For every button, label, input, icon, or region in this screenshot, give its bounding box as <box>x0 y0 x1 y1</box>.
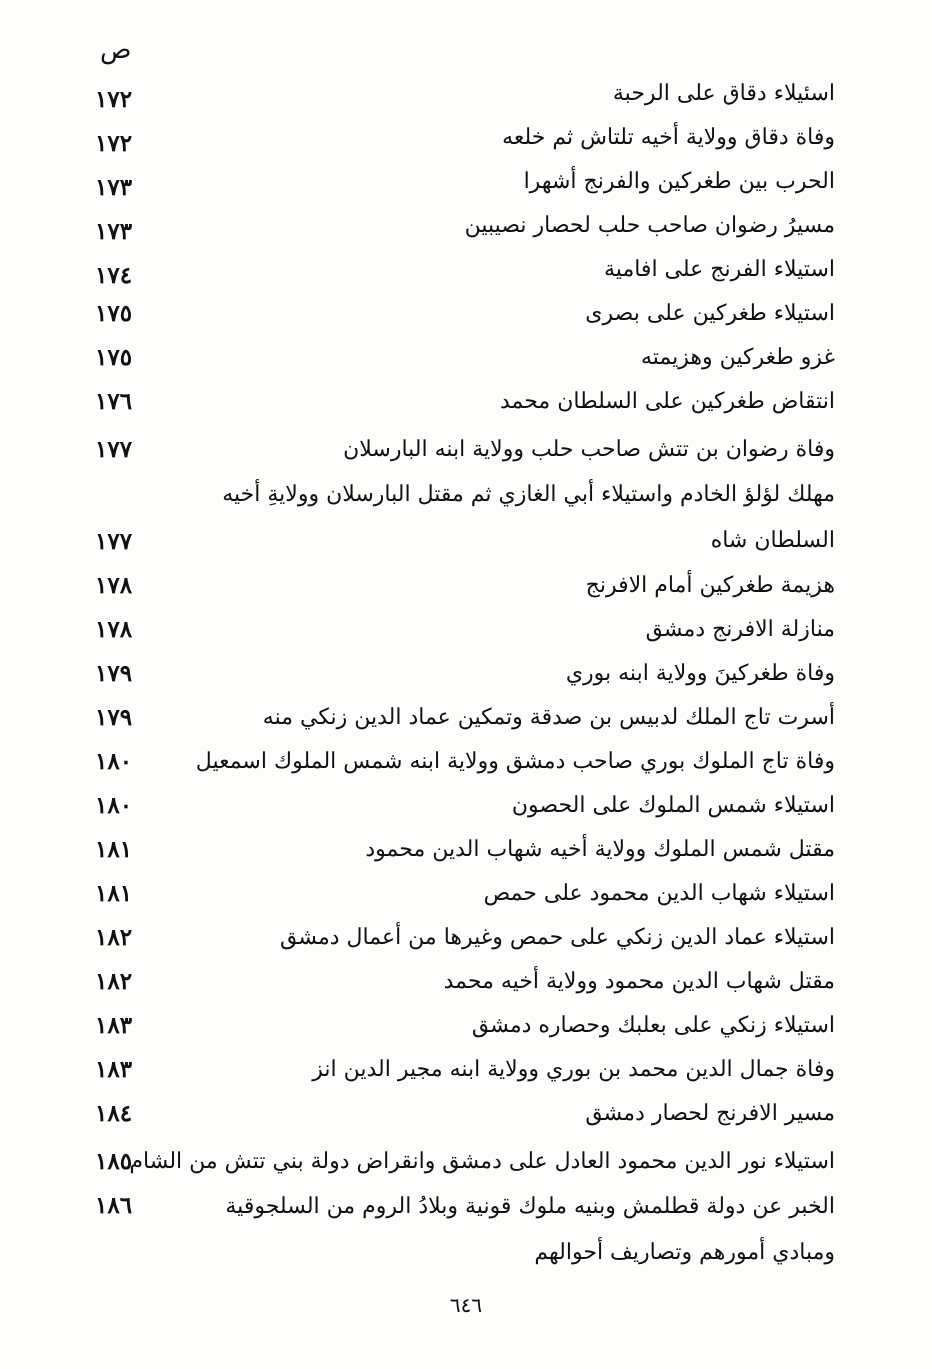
toc-entry-title: منازلة الافرنج دمشق <box>645 617 835 642</box>
toc-entry-page: ١٨٤ <box>95 1100 133 1127</box>
toc-entry-page: ١٧٦ <box>95 388 133 415</box>
toc-entry-page: ١٨٢ <box>95 968 133 995</box>
toc-entry <box>95 204 835 248</box>
toc-entry <box>95 116 835 160</box>
toc-entry-page: ١٨٠ <box>95 748 133 775</box>
toc-entry-title: الخبر عن دولة قطلمش وبنيه ملوك قونية وبلادُ الروم من السلجوقية ومبادي أمورهم وتصاريف أحوالهم <box>225 1194 835 1265</box>
toc-entry <box>95 292 835 336</box>
toc-entry-page: ١٧٢ <box>95 130 133 157</box>
toc-entry <box>95 1048 835 1092</box>
toc-entry-title: وفاة رضوان بن تتش صاحب حلب وولاية ابنه البارسلان <box>343 437 835 462</box>
toc-entry <box>95 872 835 916</box>
page-folio-number: ٦٤٦ <box>449 1293 483 1317</box>
toc-entry-page: ١٧٩ <box>95 660 133 687</box>
toc-entry <box>95 72 835 116</box>
toc-entry <box>95 696 835 740</box>
toc-entry <box>95 960 835 1004</box>
toc-entry-page: ١٨٣ <box>95 1056 133 1083</box>
toc-entry <box>95 248 835 292</box>
toc-entry-title: أسرت تاج الملك لدبيس بن صدقة وتمكين عماد الدين زنكي منه <box>262 705 835 730</box>
toc-entry-title: استيلاء زنكي على بعلبك وحصاره دمشق <box>471 1013 835 1038</box>
toc-entry <box>95 160 835 204</box>
toc-entry <box>95 740 835 784</box>
toc-entry <box>95 608 835 652</box>
toc-entry <box>95 1140 835 1184</box>
toc-entry-page: ١٧٥ <box>95 300 133 327</box>
toc-entry-page: ١٧٨ <box>95 616 133 643</box>
page-column-header: ص <box>100 35 132 65</box>
toc-entry <box>95 1004 835 1048</box>
toc-entry-page: ١٧٣ <box>95 174 133 201</box>
toc-entry <box>95 336 835 380</box>
toc-entry-title: استيلاء الفرنج على افامية <box>604 257 835 282</box>
toc-entry-page: ١٧٥ <box>95 344 133 371</box>
toc-entry-title: هزيمة طغركين أمام الافرنج <box>585 573 835 598</box>
toc-entry-page: ١٨٠ <box>95 792 133 819</box>
toc-entry-page: ١٧٧ <box>95 436 133 463</box>
toc-entry-title: استيلاء شهاب الدين محمود على حمص <box>483 881 835 906</box>
toc-entry-title: وفاة دقاق وولاية أخيه تلتاش ثم خلعه <box>502 125 835 150</box>
toc-entry-title: الحرب بين طغركين والفرنج أشهرا <box>523 169 835 194</box>
toc-entry-title: اسئيلاء دقاق على الرحبة <box>612 81 835 106</box>
toc-entry <box>95 1184 835 1276</box>
toc-entry-page: ١٧٢ <box>95 86 133 113</box>
toc-entry-title: غزو طغركين وهزيمته <box>640 345 835 370</box>
toc-entry <box>95 652 835 696</box>
toc-entry <box>95 380 835 424</box>
toc-entry-page: ١٨٢ <box>95 924 133 951</box>
toc-entry-page: ١٧٩ <box>95 704 133 731</box>
toc-entry <box>95 916 835 960</box>
toc-entry-title: استيلاء عماد الدين زنكي على حمص وغيرها من أعمال دمشق <box>279 925 835 950</box>
toc-entry-page: ١٧٣ <box>95 218 133 245</box>
toc-entry <box>95 428 835 472</box>
toc-entry-title: مسير الافرنج لحصار دمشق <box>585 1101 835 1126</box>
toc-entry-page: ١٨١ <box>95 836 133 863</box>
toc-entry <box>95 1092 835 1136</box>
toc-entry-title: استيلاء شمس الملوك على الحصون <box>511 793 835 818</box>
toc-entry-page: ١٨١ <box>95 880 133 907</box>
toc-entry-title: مقتل شمس الملوك وولاية أخيه شهاب الدين محمود <box>365 837 835 862</box>
toc-entry-page: ١٨٦ <box>95 1192 133 1219</box>
toc-entry <box>95 784 835 828</box>
toc-entry-title: استيلاء نور الدين محمود العادل على دمشق وانقراض دولة بني تتش من الشام <box>129 1149 835 1174</box>
toc-entry-page: ١٧٧ <box>95 528 133 555</box>
toc-entry-page: ١٧٨ <box>95 572 133 599</box>
toc-entry-title: مسيرُ رضوان صاحب حلب لحصار نصيبين <box>464 213 835 238</box>
toc-entry-title: وفاة تاج الملوك بوري صاحب دمشق وولاية ابنه شمس الملوك اسمعيل <box>195 749 835 774</box>
toc-entry <box>95 564 835 608</box>
toc-entry-title: مقتل شهاب الدين محمود وولاية أخيه محمد <box>443 969 835 994</box>
toc-entry-title: وفاة جمال الدين محمد بن بوري وولاية ابنه مجير الدين انز <box>312 1057 835 1082</box>
toc-entry-page: ١٨٥ <box>95 1148 133 1175</box>
toc-entry-title: انتقاض طغركين على السلطان محمد <box>499 389 835 414</box>
toc-entry-title: استيلاء طغركين على بصرى <box>585 301 835 326</box>
toc-entry <box>95 828 835 872</box>
toc-entry-title: مهلك لؤلؤ الخادم واستيلاء أبي الغازي ثم مقتل البارسلان وولايةِ أخيه السلطان شاه <box>222 482 835 553</box>
toc-entry-page: ١٨٣ <box>95 1012 133 1039</box>
toc-entry-page: ١٧٤ <box>95 262 133 289</box>
toc-entry-title: وفاة طغركينَ وولاية ابنه بوري <box>565 661 835 686</box>
toc-entry <box>95 472 835 568</box>
